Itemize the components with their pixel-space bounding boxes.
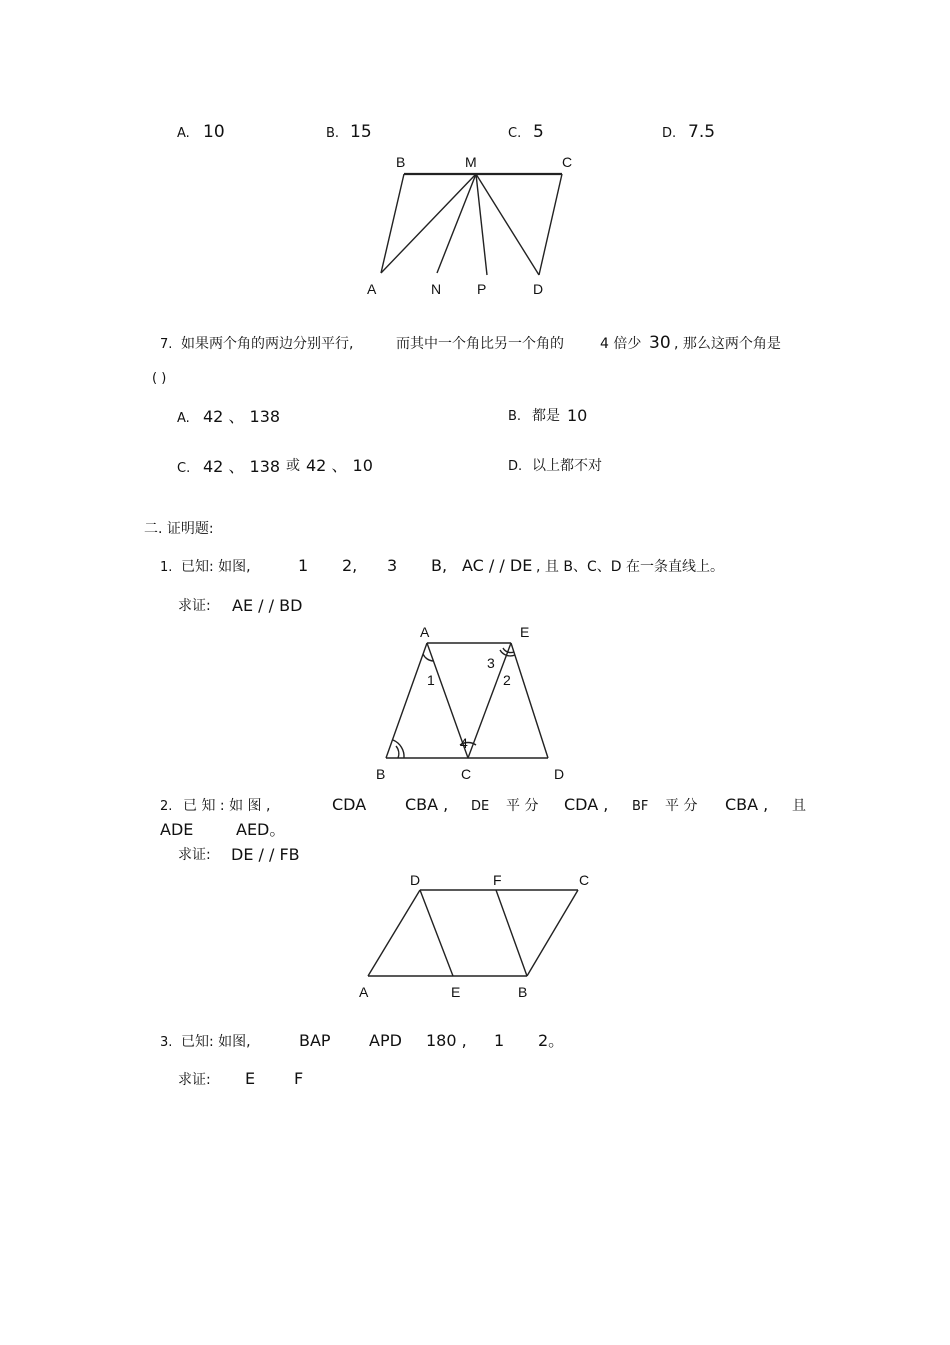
q6-option-c-value: 5 [533,122,544,142]
p3-given-label: 已知: 如图, [181,1034,251,1050]
q7-option-c-value2: 42 、 10 [306,456,373,475]
q7-stem-value: 30 [649,333,671,353]
fig2-angle-2: 2 [503,672,511,688]
p3-number: 3. [160,1035,173,1050]
fig1-label-d: D [533,281,544,297]
fig1-label-c: C [562,154,573,170]
p3-math-3: 180 , [426,1031,467,1050]
p3-math-4: 1 [494,1031,505,1050]
p2-math-3: DE [471,799,490,814]
p1-math-1: 1 [298,556,309,575]
p2-math-7: ADE [160,820,194,839]
p2-given-label: 已 知 : 如 图 , [183,798,271,814]
q7-option-d-label: D. [508,459,523,474]
p3-math-5: 2。 [538,1031,565,1050]
fig3-label-a: A [359,984,369,1000]
fig1-label-b: B [396,154,406,170]
p3-prove-e: E [245,1069,256,1088]
q7-option-c-or: 或 [286,458,300,474]
fig3-label-c: C [579,872,590,888]
q7-answer-paren: ( ) [152,371,167,386]
fig2-label-a: A [420,624,430,640]
q7-option-a-value: 42 、 138 [203,407,281,426]
p3-math-2: APD [369,1031,402,1050]
segment-de [420,890,453,976]
p2-prove-label: 求证: [178,847,211,863]
p2-math-4: CDA , [564,795,609,814]
p3-prove-label: 求证: [178,1072,211,1088]
fig1-label-m: M [465,154,477,170]
p1-math-3: 3 [387,556,398,575]
p3-math-1: BAP [299,1031,331,1050]
q7-option-c-label: C. [177,461,191,476]
fig2-label-e: E [520,624,530,640]
q7-stem-part4: , 那么这两个角是 [674,336,781,352]
p1-math-4: B, [431,556,448,575]
fig2-angle-3: 3 [487,655,495,671]
q7-stem-part2: 而其中一个角比另一个角的 [396,336,564,352]
q6-option-c-label: C. [508,126,522,141]
fig2-angle-4: 4 [460,735,468,751]
q7-option-b-text: 都是 [532,408,560,424]
q6-option-b-label: B. [326,126,340,141]
p2-math-2: CBA , [405,795,449,814]
fig1-label-a: A [367,281,377,297]
q7-option-b-value: 10 [567,406,588,425]
fig3-label-f: F [493,872,502,888]
section-heading-proofs: 二. 证明题: [144,521,214,537]
fig3-label-e: E [451,984,461,1000]
fig3-label-b: B [518,984,528,1000]
fig2-angle-1: 1 [427,672,435,688]
p2-word-1: 平 分 [506,798,539,814]
p1-prove-expr: AE / / BD [232,596,303,615]
q7-number: 7. [160,337,173,352]
q6-option-a-label: A. [177,126,190,141]
q6-option-d-value: 7.5 [688,122,716,142]
fig2-label-d: D [554,766,565,782]
q7-stem-part1: 如果两个角的两边分别平行, [181,336,354,352]
fig3-label-d: D [410,872,421,888]
p2-word-3: 且 [792,798,806,814]
p1-math-5: AC / / DE [462,556,533,575]
p2-number: 2. [160,799,173,814]
p2-prove-expr: DE / / FB [231,845,300,864]
q7-stem-part3: 4 倍少 [600,336,642,352]
fig2-label-b: B [376,766,386,782]
q7-option-c-value1: 42 、 138 [203,457,281,476]
p2-math-1: CDA [332,795,367,814]
q7-option-a-label: A. [177,411,190,426]
segment-da [368,890,420,976]
p2-word-2: 平 分 [665,798,698,814]
fig1-label-n: N [431,281,442,297]
q7-option-d-text: 以上都不对 [532,458,602,474]
q6-option-d-label: D. [662,126,677,141]
fig2-label-c: C [461,766,472,782]
segment-fb [496,890,527,976]
p3-prove-f: F [294,1069,304,1088]
p1-number: 1. [160,560,173,575]
q6-option-b-value: 15 [350,122,372,142]
p1-prove-label: 求证: [178,598,211,614]
fig1-label-p: P [477,281,487,297]
p2-math-5: BF [632,799,649,814]
p2-math-8: AED。 [236,820,286,839]
q7-option-b-label: B. [508,409,522,424]
p1-given-tail: , 且 B、C、D 在一条直线上。 [536,559,724,575]
segment-cb [527,890,578,976]
q6-option-a-value: 10 [203,122,225,142]
p2-math-6: CBA , [725,795,769,814]
p1-math-2: 2, [342,556,358,575]
p1-given-label: 已知: 如图, [181,559,251,575]
